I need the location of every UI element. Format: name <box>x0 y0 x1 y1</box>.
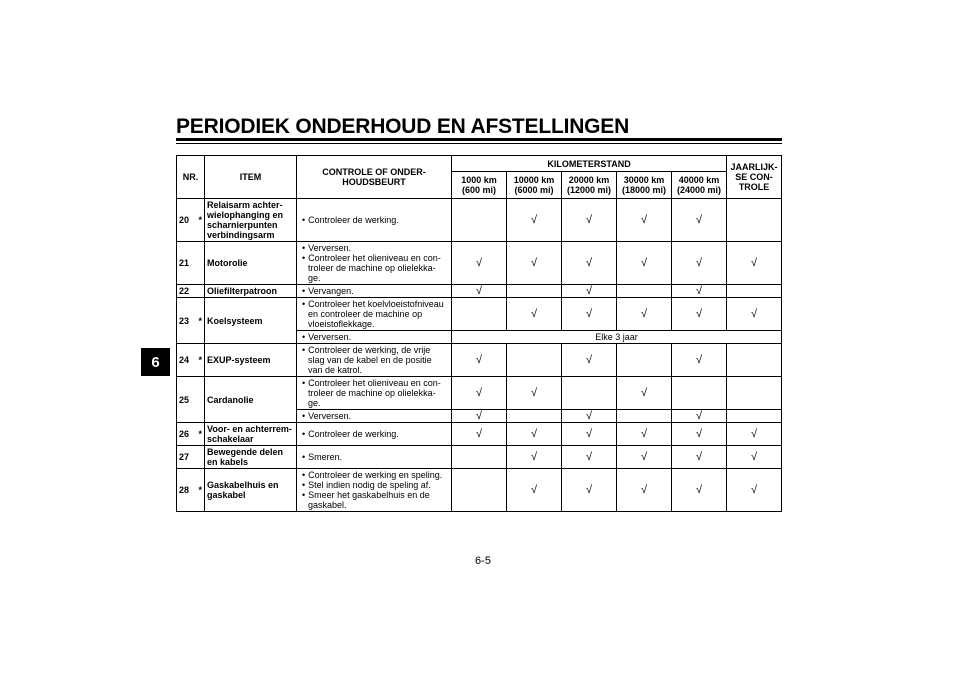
control-bullet-list <box>299 286 449 296</box>
item-name: Bewegende delen en kabels <box>205 446 297 469</box>
check-mark-icon: √ <box>585 308 593 320</box>
interval-check-cell <box>672 410 727 423</box>
interval-check-cell <box>452 199 507 242</box>
interval-check-cell <box>672 446 727 469</box>
dealer-service-marker: * <box>197 298 205 344</box>
check-mark-icon: √ <box>585 257 593 269</box>
interval-check-cell <box>507 377 562 410</box>
dealer-service-marker <box>197 285 205 298</box>
interval-check-cell <box>507 410 562 423</box>
interval-check-cell <box>562 285 617 298</box>
check-mark-icon: √ <box>585 484 593 496</box>
check-mark-icon: √ <box>640 257 648 269</box>
check-mark-icon: √ <box>640 428 648 440</box>
interval-check-cell <box>672 423 727 446</box>
interval-check-cell <box>672 377 727 410</box>
interval-check-cell <box>617 410 672 423</box>
title-rule-thick <box>176 138 782 141</box>
header-item: ITEM <box>205 156 297 199</box>
interval-check-cell <box>452 423 507 446</box>
dealer-service-marker <box>197 377 205 423</box>
interval-check-cell <box>507 469 562 512</box>
check-mark-icon: √ <box>475 428 483 440</box>
row-number: 27 <box>177 446 197 469</box>
control-bullet-list <box>299 378 449 408</box>
check-mark-icon: √ <box>751 257 758 269</box>
check-mark-icon: √ <box>585 354 593 366</box>
header-control: CONTROLE OF ONDER- HOUDSBEURT <box>297 156 452 199</box>
interval-check-cell <box>617 242 672 285</box>
control-bullet: • Controleer het koelvloeistofniveau en controleer de machine op vloeistoflekkage. <box>299 299 449 329</box>
dealer-service-marker: * <box>197 344 205 377</box>
check-mark-icon: √ <box>751 484 758 496</box>
annual-check-cell <box>727 242 782 285</box>
check-mark-icon: √ <box>530 214 538 226</box>
interval-check-cell <box>452 377 507 410</box>
annual-check-cell <box>727 410 782 423</box>
control-bullet: • Stel indien nodig de speling af. <box>299 480 449 490</box>
check-mark-icon: √ <box>640 214 648 226</box>
annual-check-cell <box>727 423 782 446</box>
table-row <box>177 298 782 331</box>
annual-check-cell <box>727 298 782 331</box>
annual-check-cell <box>727 446 782 469</box>
check-mark-icon: √ <box>530 484 538 496</box>
interval-check-cell <box>562 298 617 331</box>
item-name: EXUP-systeem <box>205 344 297 377</box>
check-mark-icon: √ <box>475 410 483 422</box>
check-mark-icon: √ <box>530 257 538 269</box>
control-cell <box>297 331 452 344</box>
interval-check-cell <box>617 446 672 469</box>
interval-check-cell <box>507 242 562 285</box>
check-mark-icon: √ <box>640 451 648 463</box>
header-nr: NR. <box>177 156 205 199</box>
interval-check-cell <box>452 298 507 331</box>
dealer-service-marker <box>197 242 205 285</box>
control-bullet-list <box>299 215 449 225</box>
control-cell <box>297 344 452 377</box>
interval-check-cell <box>507 344 562 377</box>
control-bullet-list <box>299 345 449 375</box>
interval-check-cell <box>672 298 727 331</box>
interval-check-cell <box>452 242 507 285</box>
control-bullet: • Controleer de werking. <box>299 215 449 225</box>
header-km-40000: 40000 km (24000 mi) <box>672 172 727 199</box>
interval-check-cell <box>562 469 617 512</box>
control-bullet-list <box>299 470 449 510</box>
control-bullet-list <box>299 452 449 462</box>
interval-check-cell <box>672 469 727 512</box>
interval-check-cell <box>617 199 672 242</box>
interval-check-cell <box>452 410 507 423</box>
annual-check-cell <box>727 377 782 410</box>
header-kilometerstand: KILOMETERSTAND <box>452 156 727 172</box>
check-mark-icon: √ <box>696 484 703 496</box>
interval-check-cell <box>672 199 727 242</box>
item-name: Relaisarm achter- wielophanging en scharnierpunten verbindingsarm <box>205 199 297 242</box>
control-bullet: • Controleer het olieniveau en con- troleer de machine op olielekka- ge. <box>299 253 449 283</box>
item-name: Oliefilterpatroon <box>205 285 297 298</box>
check-mark-icon: √ <box>640 387 648 399</box>
table-row <box>177 199 782 242</box>
row-number: 22 <box>177 285 197 298</box>
dealer-service-marker <box>197 446 205 469</box>
interval-check-cell <box>617 423 672 446</box>
item-name: Gaskabelhuis en gaskabel <box>205 469 297 512</box>
check-mark-icon: √ <box>475 387 483 399</box>
interval-check-cell <box>672 344 727 377</box>
interval-check-cell <box>617 469 672 512</box>
interval-check-cell <box>507 298 562 331</box>
control-bullet: • Smeren. <box>299 452 449 462</box>
control-bullet: • Verversen. <box>299 243 449 253</box>
control-cell <box>297 199 452 242</box>
header-km-20000: 20000 km (12000 mi) <box>562 172 617 199</box>
control-bullet-list <box>299 299 449 329</box>
control-cell <box>297 242 452 285</box>
interval-check-cell <box>562 377 617 410</box>
check-mark-icon: √ <box>530 308 538 320</box>
interval-check-cell <box>507 285 562 298</box>
interval-check-cell <box>452 285 507 298</box>
row-number: 21 <box>177 242 197 285</box>
table-row <box>177 446 782 469</box>
interval-check-cell <box>617 344 672 377</box>
maintenance-table-body <box>177 199 782 512</box>
check-mark-icon: √ <box>530 428 538 440</box>
check-mark-icon: √ <box>585 451 593 463</box>
control-bullet: • Verversen. <box>299 332 449 342</box>
page-title: PERIODIEK ONDERHOUD EN AFSTELLINGEN <box>176 115 630 138</box>
control-cell <box>297 377 452 410</box>
check-mark-icon: √ <box>696 214 703 226</box>
check-mark-icon: √ <box>585 410 593 422</box>
page-number: 6-5 <box>475 555 491 567</box>
control-bullet: • Smeer het gaskabelhuis en de gaskabel. <box>299 490 449 510</box>
interval-check-cell <box>617 377 672 410</box>
interval-merged-cell: Elke 3 jaar <box>452 331 782 344</box>
interval-check-cell <box>562 242 617 285</box>
interval-check-cell <box>562 410 617 423</box>
table-row <box>177 423 782 446</box>
control-bullet: • Controleer de werking en speling. <box>299 470 449 480</box>
check-mark-icon: √ <box>585 428 593 440</box>
interval-check-cell <box>452 469 507 512</box>
control-cell <box>297 446 452 469</box>
control-bullet: • Controleer het olieniveau en con- troleer de machine op olielekka- ge. <box>299 378 449 408</box>
item-name: Koelsysteem <box>205 298 297 344</box>
table-row <box>177 344 782 377</box>
interval-check-cell <box>617 298 672 331</box>
row-number: 24 <box>177 344 197 377</box>
header-km-30000: 30000 km (18000 mi) <box>617 172 672 199</box>
check-mark-icon: √ <box>696 308 703 320</box>
item-name: Cardanolie <box>205 377 297 423</box>
interval-check-cell <box>562 344 617 377</box>
check-mark-icon: √ <box>585 214 593 226</box>
check-mark-icon: √ <box>751 451 758 463</box>
check-mark-icon: √ <box>475 285 483 297</box>
header-km-1000: 1000 km (600 mi) <box>452 172 507 199</box>
item-name: Voor- en achterrem- schakelaar <box>205 423 297 446</box>
check-mark-icon: √ <box>696 428 703 440</box>
control-bullet: • Controleer de werking. <box>299 429 449 439</box>
annual-check-cell <box>727 285 782 298</box>
table-row <box>177 285 782 298</box>
table-row <box>177 242 782 285</box>
control-cell <box>297 469 452 512</box>
row-number: 28 <box>177 469 197 512</box>
check-mark-icon: √ <box>475 257 483 269</box>
interval-check-cell <box>507 423 562 446</box>
interval-check-cell <box>507 199 562 242</box>
control-cell <box>297 298 452 331</box>
interval-check-cell <box>617 285 672 298</box>
control-bullet-list <box>299 243 449 283</box>
check-mark-icon: √ <box>585 285 593 297</box>
control-bullet: • Verversen. <box>299 411 449 421</box>
dealer-service-marker: * <box>197 423 205 446</box>
maintenance-table <box>176 155 782 512</box>
interval-check-cell <box>562 423 617 446</box>
table-row <box>177 469 782 512</box>
chapter-tab: 6 <box>141 348 170 376</box>
check-mark-icon: √ <box>475 354 483 366</box>
control-bullet-list <box>299 429 449 439</box>
row-number: 23 <box>177 298 197 344</box>
annual-check-cell <box>727 199 782 242</box>
control-bullet-list <box>299 332 449 342</box>
interval-check-cell <box>452 446 507 469</box>
check-mark-icon: √ <box>696 257 703 269</box>
check-mark-icon: √ <box>751 428 758 440</box>
row-number: 26 <box>177 423 197 446</box>
interval-check-cell <box>672 285 727 298</box>
dealer-service-marker: * <box>197 469 205 512</box>
control-cell <box>297 423 452 446</box>
check-mark-icon: √ <box>640 484 648 496</box>
annual-check-cell <box>727 344 782 377</box>
item-name: Motorolie <box>205 242 297 285</box>
interval-check-cell <box>562 199 617 242</box>
dealer-service-marker: * <box>197 199 205 242</box>
control-cell <box>297 410 452 423</box>
check-mark-icon: √ <box>696 451 703 463</box>
control-bullet: • Vervangen. <box>299 286 449 296</box>
check-mark-icon: √ <box>696 354 703 366</box>
table-row <box>177 377 782 410</box>
check-mark-icon: √ <box>640 308 648 320</box>
title-rule-thin <box>176 143 782 144</box>
header-annual: JAARLIJK- SE CON- TROLE <box>727 156 782 199</box>
control-bullet: • Controleer de werking, de vrije slag van de kabel en de positie van de katrol. <box>299 345 449 375</box>
row-number: 20 <box>177 199 197 242</box>
check-mark-icon: √ <box>696 410 703 422</box>
interval-check-cell <box>672 242 727 285</box>
interval-check-cell <box>562 446 617 469</box>
check-mark-icon: √ <box>530 451 538 463</box>
interval-check-cell <box>507 446 562 469</box>
control-cell <box>297 285 452 298</box>
header-km-10000: 10000 km (6000 mi) <box>507 172 562 199</box>
row-number: 25 <box>177 377 197 423</box>
annual-check-cell <box>727 469 782 512</box>
check-mark-icon: √ <box>751 308 758 320</box>
check-mark-icon: √ <box>696 285 703 297</box>
control-bullet-list <box>299 411 449 421</box>
interval-check-cell <box>452 344 507 377</box>
check-mark-icon: √ <box>530 387 538 399</box>
